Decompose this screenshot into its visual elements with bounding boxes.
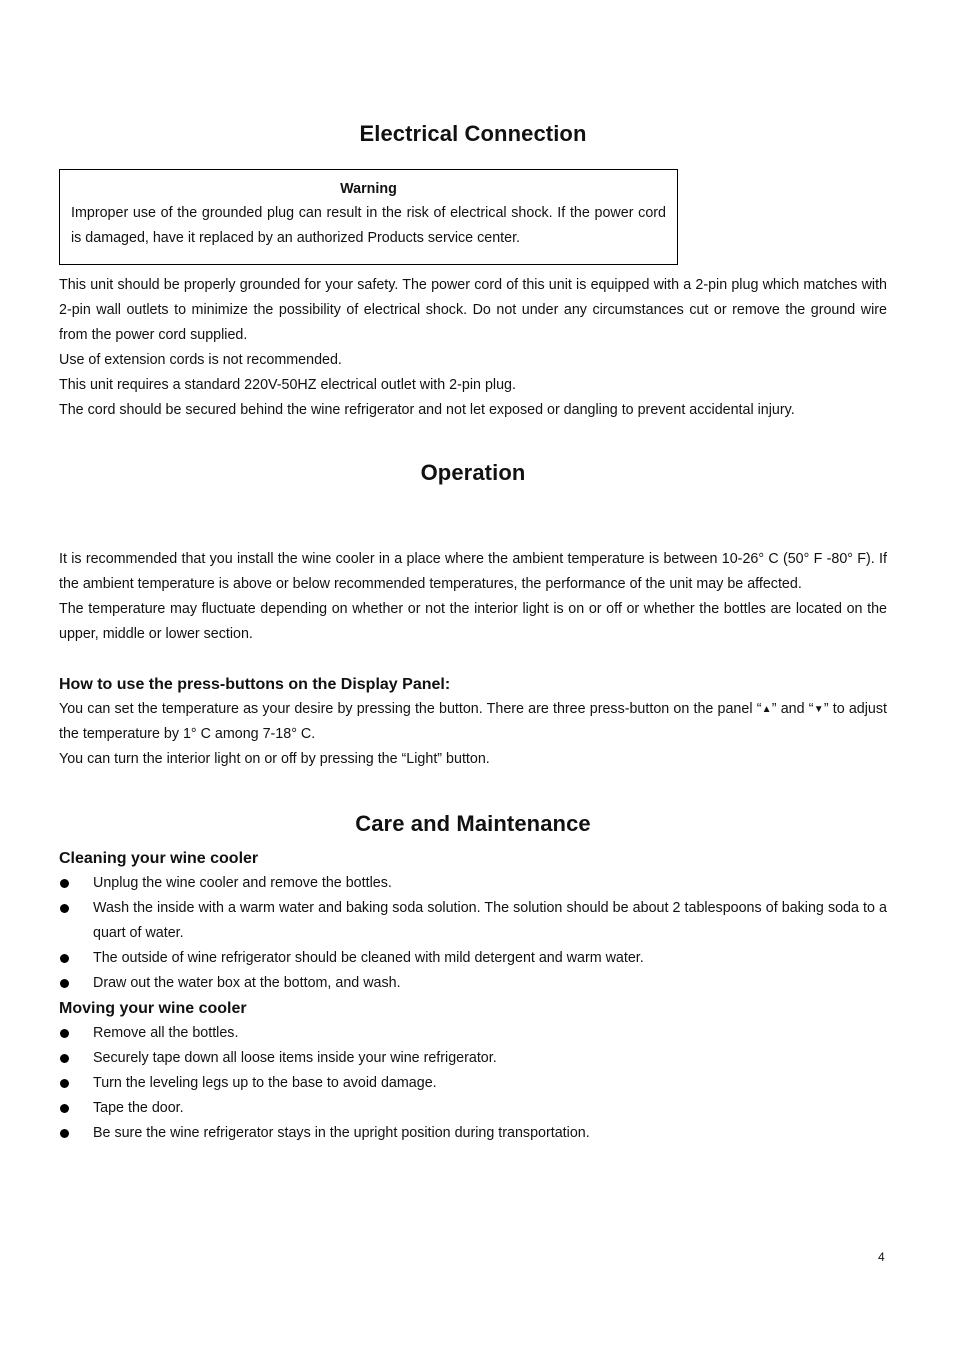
- list-item: [59, 946, 887, 971]
- bullet-icon: [60, 1079, 69, 1088]
- list-item: [59, 896, 887, 946]
- list-item-text: The outside of wine refrigerator should be cleaned with mild detergent and warm water.: [93, 950, 644, 966]
- moving-list: [59, 1021, 887, 1146]
- heading-operation: Operation: [420, 460, 526, 485]
- document-page: [59, 0, 887, 1146]
- list-item: [59, 971, 887, 996]
- list-item-text: Remove all the bottles.: [93, 1025, 239, 1041]
- list-item-text: Tape the door.: [93, 1100, 184, 1116]
- display-panel-subheading: How to use the press-buttons on the Display Panel:: [59, 676, 451, 693]
- cleaning-subheading: Cleaning your wine cooler: [59, 850, 259, 867]
- display-panel-instructions: [59, 697, 887, 747]
- bullet-icon: [60, 879, 69, 888]
- electrical-paragraph: The cord should be secured behind the wine refrigerator and not let exposed or dangling to prevent accidental injury.: [59, 402, 795, 418]
- bullet-icon: [60, 1104, 69, 1113]
- bullet-icon: [60, 1129, 69, 1138]
- moving-subheading: Moving your wine cooler: [59, 1000, 247, 1017]
- list-item: [59, 1096, 887, 1121]
- electrical-paragraph: This unit should be properly grounded for your safety. The power cord of this unit is equipped with a 2-pin plug which matches with 2-pin wall outlets to minimize the possibility of electrical shock. Do not under any circumstances cut or remove the ground wire from the power cord supplied.: [59, 277, 887, 343]
- bullet-icon: [60, 1054, 69, 1063]
- arrow-down-icon: ▼: [813, 704, 824, 715]
- display-panel-light-instruction: You can turn the interior light on or off by pressing the “Light” button.: [59, 751, 490, 767]
- electrical-paragraph: This unit requires a standard 220V-50HZ electrical outlet with 2-pin plug.: [59, 377, 516, 393]
- page-number: 4: [878, 1250, 885, 1264]
- list-item-text: Be sure the wine refrigerator stays in the upright position during transportation.: [93, 1125, 590, 1141]
- instruction-text: You can set the temperature as your desire by pressing the button. There are three press-button on the panel “: [59, 701, 762, 717]
- list-item-text: Wash the inside with a warm water and baking soda solution. The solution should be about 2 tablespoons of baking soda to a quart of water.: [93, 900, 887, 941]
- arrow-up-icon: ▲: [761, 704, 772, 715]
- warning-box: [59, 169, 678, 265]
- list-item-text: Securely tape down all loose items inside your wine refrigerator.: [93, 1050, 497, 1066]
- list-item: [59, 1046, 887, 1071]
- operation-paragraph: The temperature may fluctuate depending on whether or not the interior light is on or off or whether the bottles are located on the upper, middle or lower section.: [59, 601, 887, 642]
- bullet-icon: [60, 954, 69, 963]
- warning-title: Warning: [340, 181, 397, 197]
- list-item: [59, 1021, 887, 1046]
- bullet-icon: [60, 904, 69, 913]
- heading-care-and-maintenance: Care and Maintenance: [355, 811, 591, 836]
- list-item: [59, 1071, 887, 1096]
- bullet-icon: [60, 979, 69, 988]
- operation-paragraph: It is recommended that you install the wine cooler in a place where the ambient temperature is between 10-26° C (50° F -80° F). If the ambient temperature is above or below recommended temperatures, the performance of the unit may be affected.: [59, 551, 887, 592]
- list-item-text: Unplug the wine cooler and remove the bottles.: [93, 875, 392, 891]
- instruction-text: ” to adjust the temperature by 1° C among 7-18° C.: [59, 701, 887, 742]
- bullet-icon: [60, 1029, 69, 1038]
- heading-electrical-connection: Electrical Connection: [359, 121, 587, 146]
- list-item: [59, 871, 887, 896]
- list-item: [59, 1121, 887, 1146]
- electrical-paragraph: Use of extension cords is not recommended.: [59, 352, 342, 368]
- instruction-text: ” and “: [771, 701, 814, 717]
- list-item-text: Draw out the water box at the bottom, and wash.: [93, 975, 401, 991]
- cleaning-list: [59, 871, 887, 996]
- warning-text: Improper use of the grounded plug can result in the risk of electrical shock. If the power cord is damaged, have it replaced by an authorized Products service center.: [71, 205, 666, 246]
- list-item-text: Turn the leveling legs up to the base to avoid damage.: [93, 1075, 437, 1091]
